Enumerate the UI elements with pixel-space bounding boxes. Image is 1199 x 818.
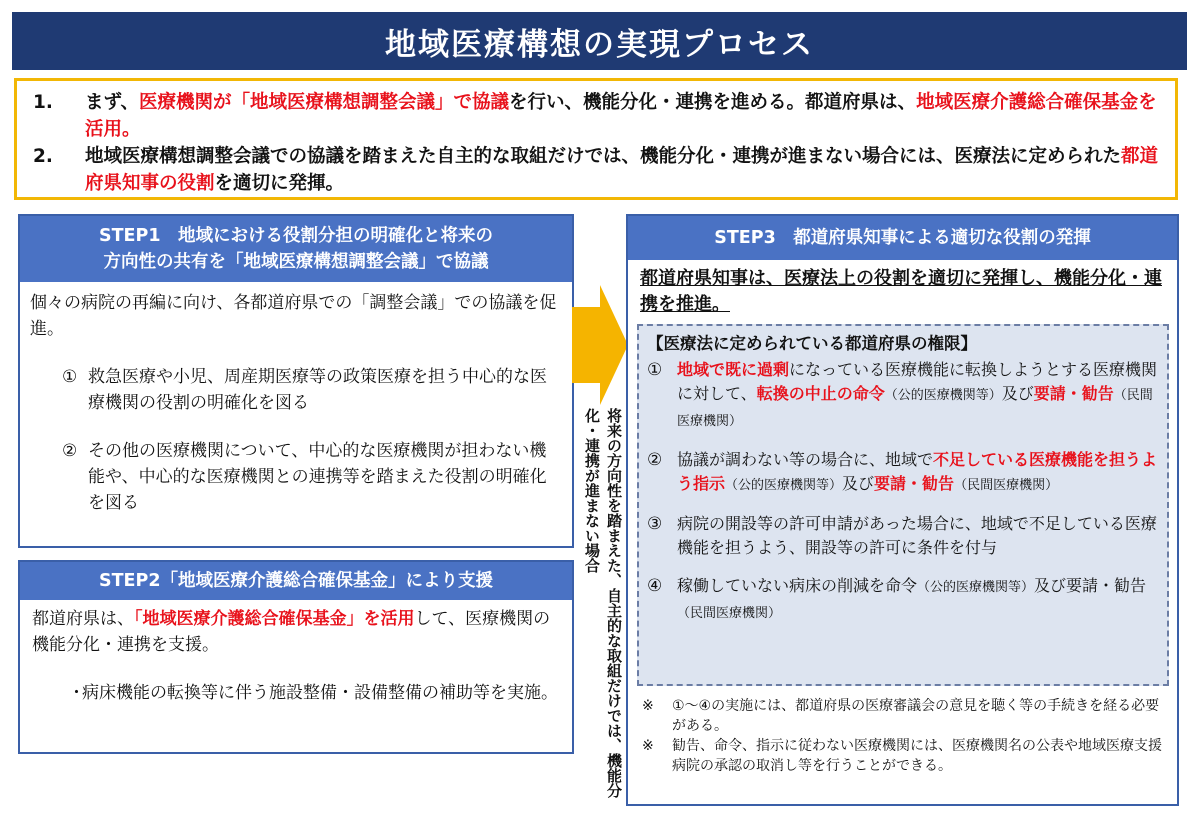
bullet-mark: ・ (68, 683, 85, 703)
step2-body (20, 600, 572, 706)
emphasis-text: 不足している医療機能を担うよう指示 (677, 450, 1158, 493)
step1-panel (18, 214, 574, 548)
right-arrow-icon (572, 285, 628, 405)
text-run: 及び (1001, 384, 1034, 403)
step1-body (20, 282, 572, 516)
item-number: ② (647, 450, 663, 470)
summary-item-text (85, 89, 1159, 143)
arrow-condition-note: 将来の方向性を踏まえた、自主的な取組だけでは、機能分化・連携が進まない場合 (583, 408, 623, 798)
step3-panel (626, 214, 1179, 806)
authority-item-4 (647, 574, 1159, 626)
item-text: 救急医療や小児、周産期医療等の政策医療を担う中心的な医療機関の役割の明確化を図る (88, 367, 547, 413)
step2-panel (18, 560, 574, 754)
authority-item-3 (647, 512, 1159, 560)
note-mark: ※ (642, 698, 654, 714)
authority-title: 【医療法に定められている都道府県の権限】 (647, 334, 977, 353)
emphasis-text: 要請・勧告 (1033, 384, 1114, 403)
note-text: ①～④の実施には、都道府県の医療審議会の意見を聴く等の手続きを経る必要がある。 (672, 698, 1160, 734)
summary-item-2 (33, 143, 1159, 197)
item-number: ② (62, 441, 78, 461)
note-text: （民間医療機関） (677, 388, 1153, 429)
text-run: 稼働していない病床の削減を命令 (677, 576, 918, 595)
note-mark: ※ (642, 738, 654, 754)
text-run: を行い、機能分化・連携を進める。都道府県は、 (509, 92, 917, 113)
emphasis-text: 要請・勧告 (874, 474, 955, 493)
text-run: して、医療機関の機能分化・連携を支援。 (32, 609, 551, 655)
step3-lead: 都道府県知事は、医療法上の役割を適切に発揮し、機能分化・連携を推進。 (640, 268, 1162, 315)
text-run: 及び要請・勧告 (1034, 576, 1147, 595)
page-title-text: 地域医療構想の実現プロセス (385, 26, 814, 63)
text-run: 及び (842, 474, 875, 493)
note-text: （民間医療機関） (954, 478, 1059, 493)
step1-header-line: 方向性の共有を「地域医療構想調整会議」で協議 (103, 252, 489, 272)
item-number: ① (62, 367, 78, 387)
page-title (12, 12, 1187, 70)
note-item (642, 736, 1162, 776)
summary-item-number: 1. (33, 92, 53, 113)
text-run: 都道府県は、 (32, 609, 134, 629)
note-text: （民間医療機関） (677, 606, 782, 621)
emphasis-text: 医療機関が「地域医療構想調整会議」で協議 (139, 92, 510, 113)
item-text (677, 574, 1159, 626)
step2-header: STEP2「地域医療介護総合確保基金」により支援 (20, 562, 572, 600)
note-item (642, 696, 1162, 736)
bullet-text: 病床機能の転換等に伴う施設整備・設備整備の補助等を実施。 (82, 683, 558, 703)
item-number: ① (647, 360, 663, 380)
emphasis-text: 地域で既に過剰 (677, 360, 790, 379)
text-run: 協議が調わない等の場合に、地域で (677, 450, 934, 469)
item-text: その他の医療機関について、中心的な医療機関が担わない機能や、中心的な医療機関との連携等を踏まえた役割の明確化を図る (88, 441, 547, 513)
text-run: になっている医療機能に転換しようとする医療機関に対して、 (677, 360, 1158, 403)
step2-intro (32, 606, 562, 658)
note-text: （公的医療機関等） (884, 388, 1002, 403)
summary-item-number: 2. (33, 146, 53, 167)
step1-item-2 (62, 438, 562, 516)
step1-header-line: STEP1 地域における役割分担の明確化と将来の (99, 226, 493, 246)
step3-header: STEP3 都道府県知事による適切な役割の発揮 (628, 216, 1177, 260)
text-run: を適切に発揮。 (214, 173, 345, 194)
item-text: 病院の開設等の許可申請があった場合に、地域で不足している医療機能を担うよう、開設等の許可に条件を付与 (677, 514, 1157, 557)
notes (642, 696, 1162, 776)
note-text: （公的医療機関等） (917, 580, 1035, 595)
emphasis-text: 「地域医療介護総合確保基金」を活用 (134, 609, 415, 629)
emphasis-text: 地域医療介護総合確保基金を活用。 (85, 92, 1157, 140)
item-number: ③ (647, 514, 663, 534)
summary-box (14, 78, 1178, 200)
item-text (677, 448, 1159, 498)
text-run: 地域医療構想調整会議での協議を踏まえた自主的な取組だけでは、機能分化・連携が進まない場合には、医療法に定められた (85, 146, 1122, 167)
emphasis-text: 転換の中止の命令 (756, 384, 885, 403)
summary-item-text (85, 143, 1159, 197)
authority-item-2 (647, 448, 1159, 498)
emphasis-text: 都道府県知事の役割 (85, 146, 1159, 194)
note-text: （公的医療機関等） (725, 478, 843, 493)
authority-box (637, 324, 1169, 686)
step1-intro: 個々の病院の再編に向け、各都道府県での「調整会議」での協議を促進。 (30, 293, 557, 339)
step2-bullet-item (68, 680, 562, 706)
step1-item-1 (62, 364, 562, 416)
text-run: まず、 (85, 92, 140, 113)
summary-item-1 (33, 89, 1159, 143)
item-number: ④ (647, 576, 663, 596)
note-text: 勧告、命令、指示に従わない医療機関には、医療機関名の公表や地域医療支援病院の承認の取消し等を行うことができる。 (672, 738, 1162, 774)
item-text (677, 358, 1159, 434)
authority-item-1 (647, 358, 1159, 434)
step1-header (20, 216, 572, 282)
